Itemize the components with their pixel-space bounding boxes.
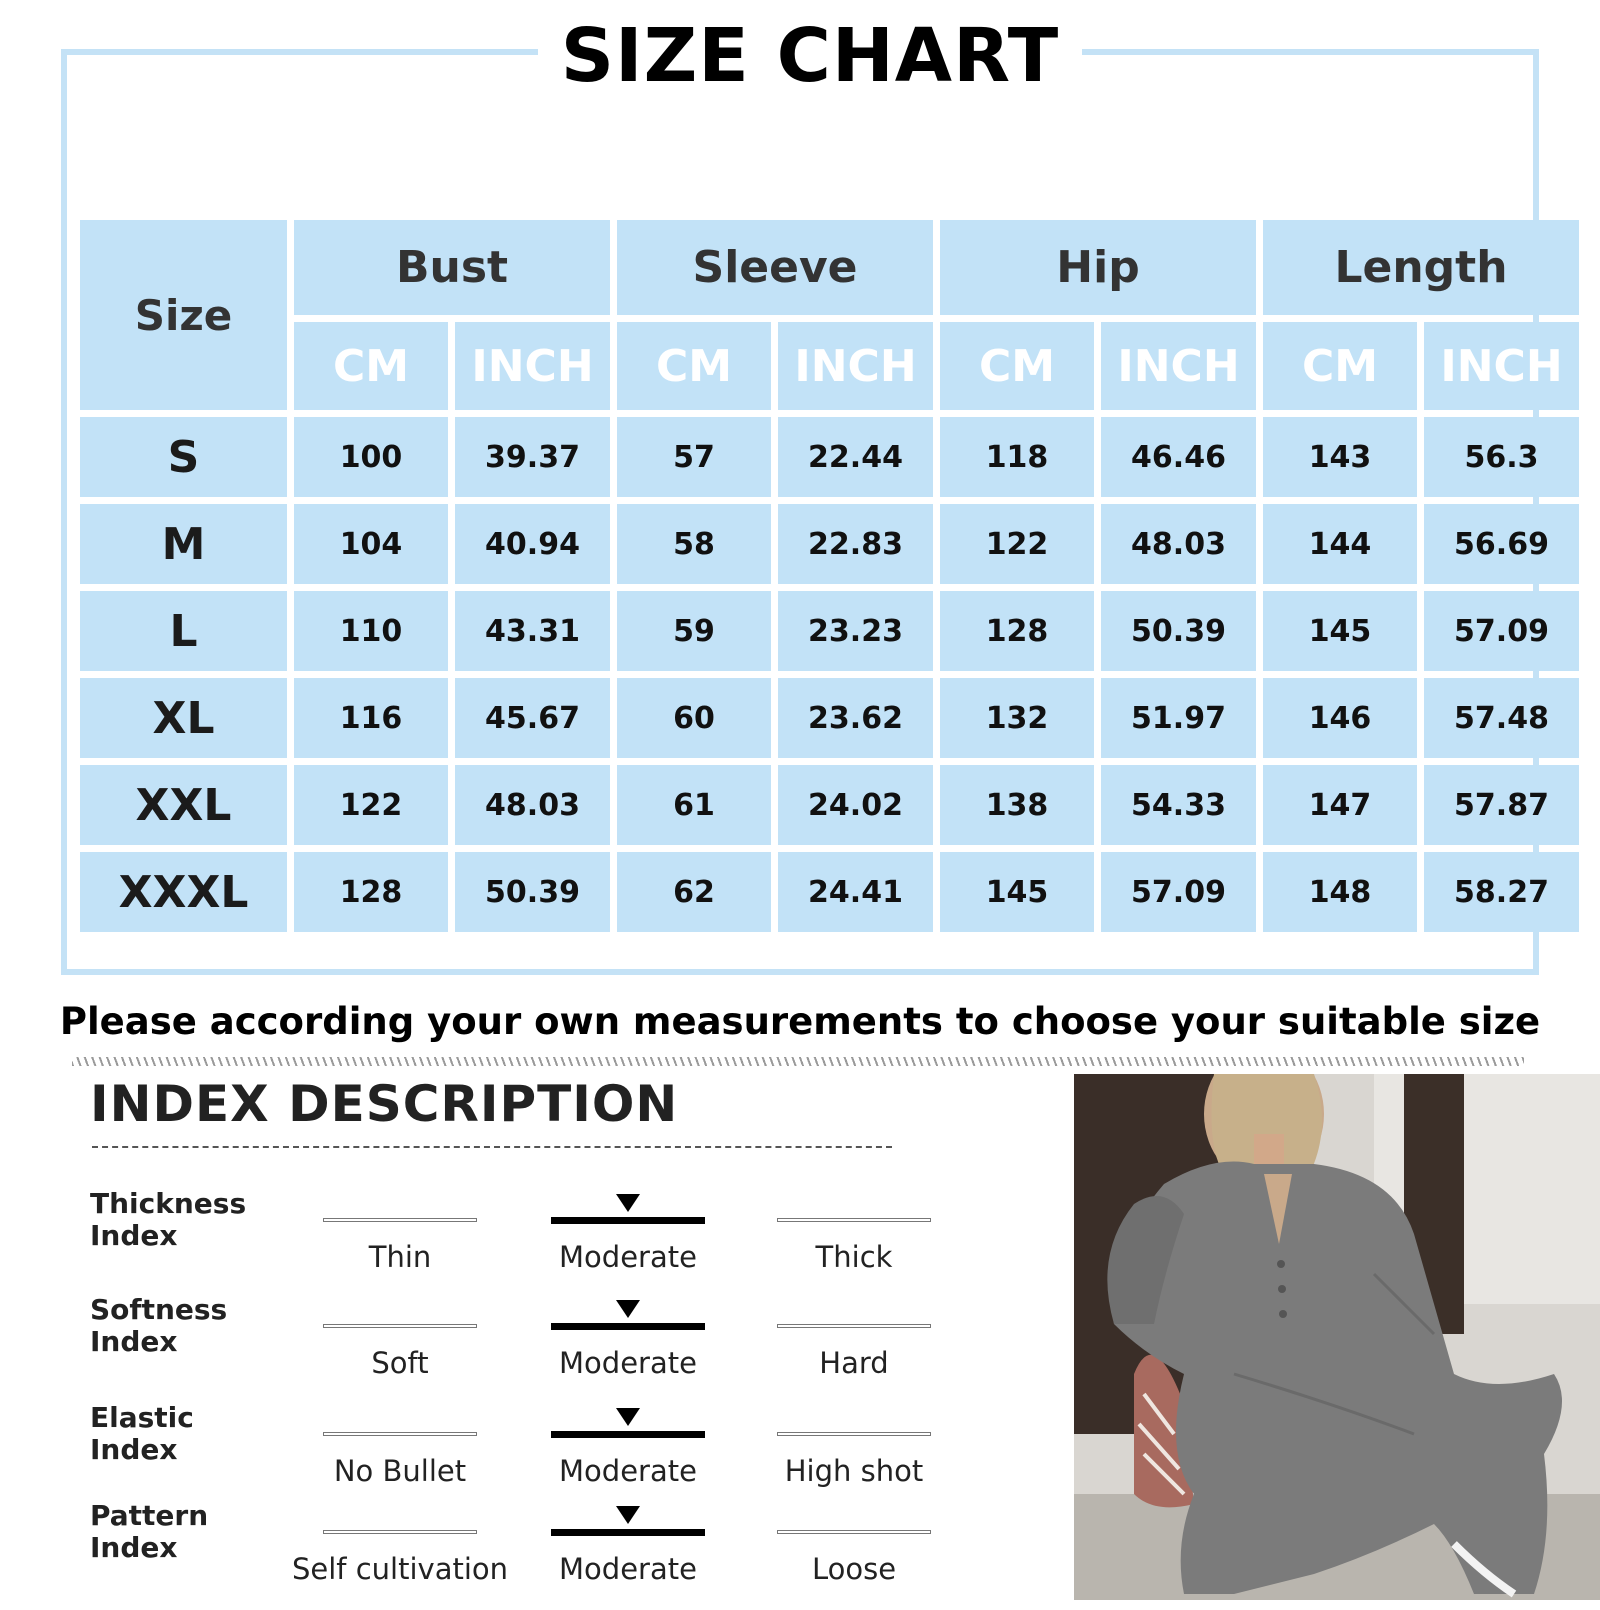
- measurement-cell: 48.03: [1101, 504, 1256, 584]
- scale-bar: [777, 1324, 931, 1328]
- index-label: Pattern Index: [90, 1499, 209, 1564]
- size-label: XL: [80, 678, 287, 758]
- index-option: [536, 1500, 716, 1610]
- measurement-cell: 143: [1263, 417, 1417, 497]
- size-column-header: Size: [80, 220, 287, 410]
- selected-marker-icon: [616, 1300, 640, 1318]
- measurement-cell: 22.44: [778, 417, 933, 497]
- measurement-cell: 54.33: [1101, 765, 1256, 845]
- product-photo: [1074, 1074, 1600, 1600]
- measurement-cell: 147: [1263, 765, 1417, 845]
- scale-bar: [777, 1530, 931, 1534]
- scale-bar: [551, 1217, 705, 1224]
- index-option-label: Hard: [819, 1346, 889, 1380]
- measurement-cell: 59: [617, 591, 771, 671]
- measurement-cell: 144: [1263, 504, 1417, 584]
- index-option-label: Moderate: [559, 1552, 697, 1586]
- measurement-cell: 48.03: [455, 765, 610, 845]
- measurement-cell: 22.83: [778, 504, 933, 584]
- index-option-label: Moderate: [559, 1240, 697, 1274]
- unit-header: CM: [294, 322, 448, 410]
- index-option-label: Loose: [811, 1552, 897, 1586]
- index-option-label: High shot: [784, 1454, 924, 1488]
- measurement-cell: 58: [617, 504, 771, 584]
- measurement-cell: 145: [1263, 591, 1417, 671]
- measurement-cell: 104: [294, 504, 448, 584]
- index-option: [308, 1188, 488, 1298]
- unit-header: INCH: [1101, 322, 1256, 410]
- index-option-label: Self cultivation: [291, 1552, 509, 1586]
- measurement-cell: 46.46: [1101, 417, 1256, 497]
- measurement-cell: 100: [294, 417, 448, 497]
- unit-header: CM: [617, 322, 771, 410]
- index-label: Softness Index: [90, 1293, 228, 1358]
- index-label: Thickness Index: [90, 1187, 247, 1252]
- measurement-cell: 39.37: [455, 417, 610, 497]
- scale-bar: [551, 1431, 705, 1438]
- size-label: M: [80, 504, 287, 584]
- measurement-cell: 57.09: [1424, 591, 1579, 671]
- index-option: [536, 1188, 716, 1298]
- index-option-label: No Bullet: [333, 1454, 467, 1488]
- size-label: XXXL: [80, 852, 287, 932]
- index-row: [90, 1188, 950, 1298]
- measurement-cell: 23.23: [778, 591, 933, 671]
- measurement-cell: 43.31: [455, 591, 610, 671]
- unit-header: CM: [940, 322, 1094, 410]
- selected-marker-icon: [616, 1408, 640, 1426]
- measurement-cell: 50.39: [455, 852, 610, 932]
- size-chart-title: SIZE CHART: [538, 8, 1082, 104]
- measurement-cell: 24.41: [778, 852, 933, 932]
- measurement-cell: 61: [617, 765, 771, 845]
- index-option: [762, 1402, 942, 1512]
- measurement-cell: 57.09: [1101, 852, 1256, 932]
- scale-bar: [551, 1529, 705, 1536]
- measurement-cell: 110: [294, 591, 448, 671]
- measurement-cell: 138: [940, 765, 1094, 845]
- index-option: [762, 1500, 942, 1610]
- measurement-cell: 116: [294, 678, 448, 758]
- scale-bar: [323, 1530, 477, 1534]
- column-group-sleeve: Sleeve: [617, 220, 933, 315]
- selected-marker-icon: [616, 1194, 640, 1212]
- measurement-cell: 62: [617, 852, 771, 932]
- index-option-label: Moderate: [559, 1346, 697, 1380]
- index-option: [308, 1402, 488, 1512]
- measurement-cell: 40.94: [455, 504, 610, 584]
- measurement-cell: 56.69: [1424, 504, 1579, 584]
- measurement-cell: 50.39: [1101, 591, 1256, 671]
- measurement-cell: 58.27: [1424, 852, 1579, 932]
- index-description-title: INDEX DESCRIPTION: [90, 1075, 679, 1133]
- measurement-cell: 56.3: [1424, 417, 1579, 497]
- scale-bar: [777, 1432, 931, 1436]
- measurement-cell: 51.97: [1101, 678, 1256, 758]
- unit-header: INCH: [778, 322, 933, 410]
- index-option-label: Moderate: [559, 1454, 697, 1488]
- hatched-divider: [72, 1057, 1524, 1066]
- measurement-cell: 145: [940, 852, 1094, 932]
- measurement-cell: 23.62: [778, 678, 933, 758]
- measurement-cell: 60: [617, 678, 771, 758]
- size-chart-table: [80, 220, 1563, 918]
- index-option: [291, 1500, 509, 1610]
- measurement-cell: 146: [1263, 678, 1417, 758]
- scale-bar: [323, 1218, 477, 1222]
- index-row: [90, 1294, 950, 1404]
- measurement-cell: 24.02: [778, 765, 933, 845]
- model-in-jumpsuit-image: [1074, 1074, 1600, 1600]
- index-option-label: Thin: [368, 1240, 432, 1274]
- scale-bar: [777, 1218, 931, 1222]
- size-label: XXL: [80, 765, 287, 845]
- measurement-cell: 45.67: [455, 678, 610, 758]
- index-option-label: Soft: [371, 1346, 429, 1380]
- measurement-cell: 57: [617, 417, 771, 497]
- unit-header: CM: [1263, 322, 1417, 410]
- measurement-cell: 148: [1263, 852, 1417, 932]
- column-group-length: Length: [1263, 220, 1579, 315]
- index-option: [762, 1294, 942, 1404]
- measurement-cell: 132: [940, 678, 1094, 758]
- measurement-cell: 57.48: [1424, 678, 1579, 758]
- unit-header: INCH: [1424, 322, 1579, 410]
- index-option: [536, 1402, 716, 1512]
- index-row: [90, 1402, 950, 1512]
- measurement-cell: 122: [294, 765, 448, 845]
- scale-bar: [323, 1324, 477, 1328]
- measurement-note: Please according your own measurements to choose your suitable size: [59, 1000, 1541, 1043]
- measurement-cell: 128: [940, 591, 1094, 671]
- scale-bar: [551, 1323, 705, 1330]
- selected-marker-icon: [616, 1506, 640, 1524]
- measurement-cell: 57.87: [1424, 765, 1579, 845]
- dashed-divider: [92, 1146, 892, 1148]
- scale-bar: [323, 1432, 477, 1436]
- size-label: S: [80, 417, 287, 497]
- unit-header: INCH: [455, 322, 610, 410]
- column-group-bust: Bust: [294, 220, 610, 315]
- index-option: [536, 1294, 716, 1404]
- index-option: [308, 1294, 488, 1404]
- measurement-cell: 122: [940, 504, 1094, 584]
- index-option-label: Thick: [815, 1240, 893, 1274]
- measurement-cell: 118: [940, 417, 1094, 497]
- column-group-hip: Hip: [940, 220, 1256, 315]
- index-option: [762, 1188, 942, 1298]
- size-label: L: [80, 591, 287, 671]
- index-row: [90, 1500, 950, 1610]
- measurement-cell: 128: [294, 852, 448, 932]
- index-label: Elastic Index: [90, 1401, 194, 1466]
